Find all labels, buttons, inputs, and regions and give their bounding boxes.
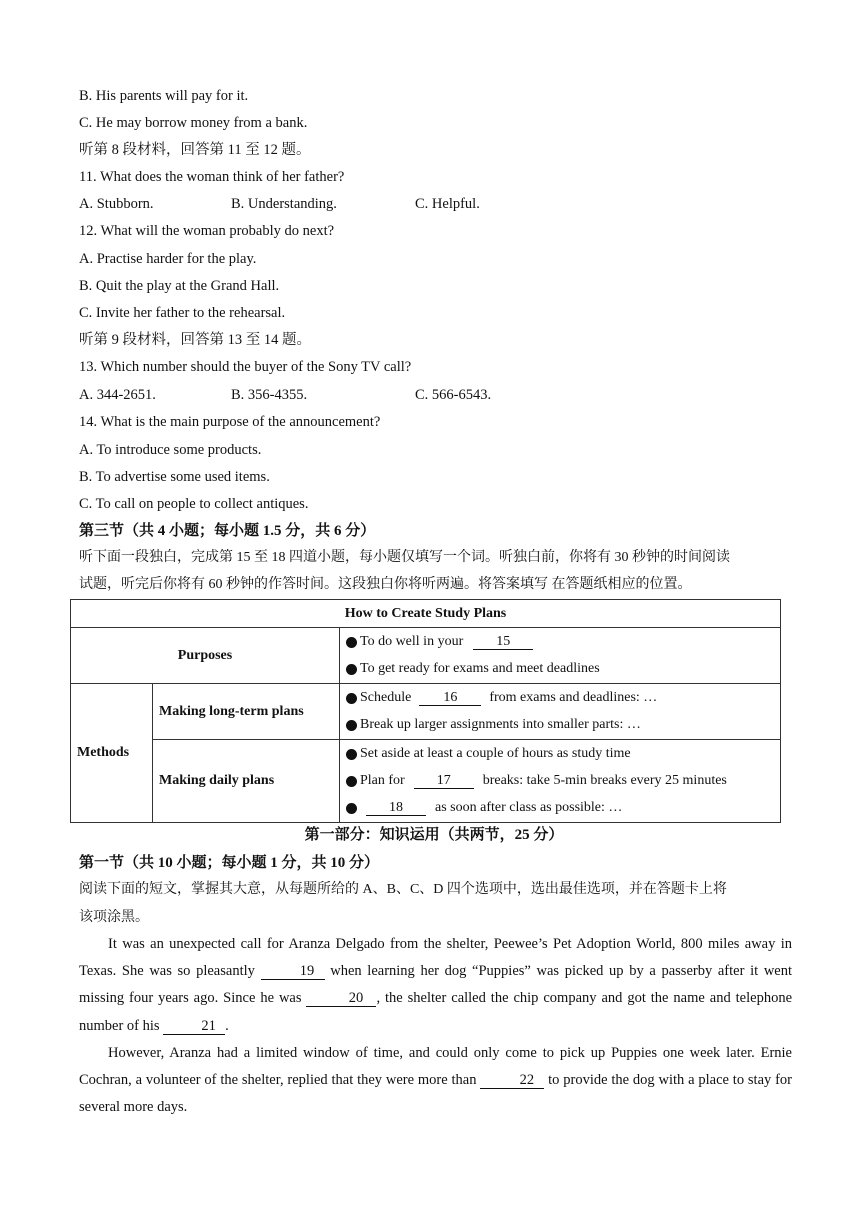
bullet-icon [346,749,357,760]
q12-option-b: B. Quit the play at the Grand Hall. [79,278,280,294]
part1-instruction-line1: 阅读下面的短文，掌握其大意，从每题所给的 A、B、C、D 四个选项中，选出最佳选项，并在答题卡上将 [79,882,727,897]
method-text: Break up larger assignments into smaller parts: … [360,717,641,732]
purpose-text: To do well in your [360,634,464,649]
section3-instruction-line1: 听下面一段独白，完成第 15 至 18 四道小题，每小题仅填写一个词。听独白前，你将有 30 秒钟的时间阅读 [79,550,730,565]
question-13: 13. Which number should the buyer of the Sony TV call? [79,359,412,375]
q13-option-a: A. 344-2651. [79,387,156,403]
method-text: Plan for [360,773,405,788]
method-item [346,712,774,739]
passage-text: when learning her dog “Puppies” was picked up by a passerby after it went missing four years ago. Since he was [79,963,793,1007]
question-14: 14. What is the main purpose of the announcement? [79,414,381,430]
method-text: Set aside at least a couple of hours as study time [360,746,631,761]
answer-blank-15: 15 [473,634,533,650]
q14-option-a: A. To introduce some products. [79,442,262,458]
method-item [346,795,774,822]
part1-section1-heading: 第一节（共 10 小题；每小题 1 分，共 10 分） [79,855,380,871]
answer-blank-22: 22 [480,1073,544,1089]
section3-heading: 第三节（共 4 小题；每小题 1.5 分，共 6 分） [79,523,376,539]
q14-option-c: C. To call on people to collect antiques. [79,496,309,512]
q12-option-c: C. Invite her father to the rehearsal. [79,305,286,321]
question-12: 12. What will the woman probably do next? [79,223,335,239]
purpose-item [346,656,774,683]
q13-option-b: B. 356-4355. [231,387,308,403]
method-text: from exams and deadlines: … [489,690,658,705]
methods-label: Methods [71,684,153,823]
passage-paragraph [79,931,792,1040]
cloze-passage [79,931,792,1121]
answer-blank-19: 19 [261,964,325,980]
bullet-icon [346,664,357,675]
answer-blank-20: 20 [306,991,376,1007]
answer-blank-17: 17 [414,773,474,789]
bullet-icon [346,693,357,704]
question-11: 11. What does the woman think of her father? [79,169,345,185]
purpose-text: To get ready for exams and meet deadlines [360,661,600,676]
q11-option-b: B. Understanding. [231,196,337,212]
passage-paragraph [79,1040,792,1122]
passage-text: However, Aranza had a limited window of time, and could only come to pick up Puppies one week later. Ernie Cochran, a volunteer of the shelter, replied that they were more than [79,1044,792,1089]
bullet-icon [346,637,357,648]
method-item [346,741,774,768]
purposes-cell [340,628,781,684]
part1-instruction-line2: 该项涂黑。 [79,910,149,925]
method-text: Schedule [360,690,412,705]
method-text: breaks: take 5-min breaks every 25 minutes [482,773,727,788]
section3-instruction-line2: 试题，听完后你将有 60 秒钟的作答时间。这段独白你将听两遍。将答案填写 在答题纸相应的位置。 [79,577,692,592]
passage-text: It was an unexpected call for Aranza Delgado from the shelter, Peewee’s Pet Adoption World, 800 miles away in Texas. She was so pleasantly [79,936,792,980]
bullet-icon [346,803,357,814]
passage-text: . [225,1017,229,1034]
method-item [346,685,774,712]
purpose-item [346,629,774,656]
q13-option-c: C. 566-6543. [415,387,492,403]
answer-blank-21: 21 [163,1019,225,1035]
q14-option-b: B. To advertise some used items. [79,469,270,485]
bullet-icon [346,776,357,787]
segment-instruction: 听第 8 段材料，回答第 11 至 12 题。 [79,142,311,158]
segment-instruction: 听第 9 段材料，回答第 13 至 14 题。 [79,332,311,348]
passage-text: , the shelter called the chip company and got the name and telephone number of his [79,990,793,1034]
part1-heading: 第一部分：知识运用（共两节，25 分） [304,827,564,843]
option-line: C. He may borrow money from a bank. [79,115,308,131]
passage-text: to provide the dog with a place to stay for several more days. [79,1072,793,1116]
daily-cell [340,740,781,823]
purposes-label: Purposes [71,628,340,684]
answer-blank-16: 16 [419,690,481,706]
table-title: How to Create Study Plans [71,600,781,628]
daily-plans-label: Making daily plans [153,740,340,823]
method-text: as soon after class as possible: … [435,800,623,815]
bullet-icon [346,720,357,731]
option-line: B. His parents will pay for it. [79,88,249,104]
study-plan-table [70,599,781,823]
q11-option-a: A. Stubborn. [79,196,154,212]
method-item [346,768,774,795]
long-term-cell [340,684,781,740]
q12-option-a: A. Practise harder for the play. [79,251,257,267]
q11-option-c: C. Helpful. [415,196,480,212]
answer-blank-18: 18 [366,800,426,816]
long-term-plans-label: Making long-term plans [153,684,340,740]
